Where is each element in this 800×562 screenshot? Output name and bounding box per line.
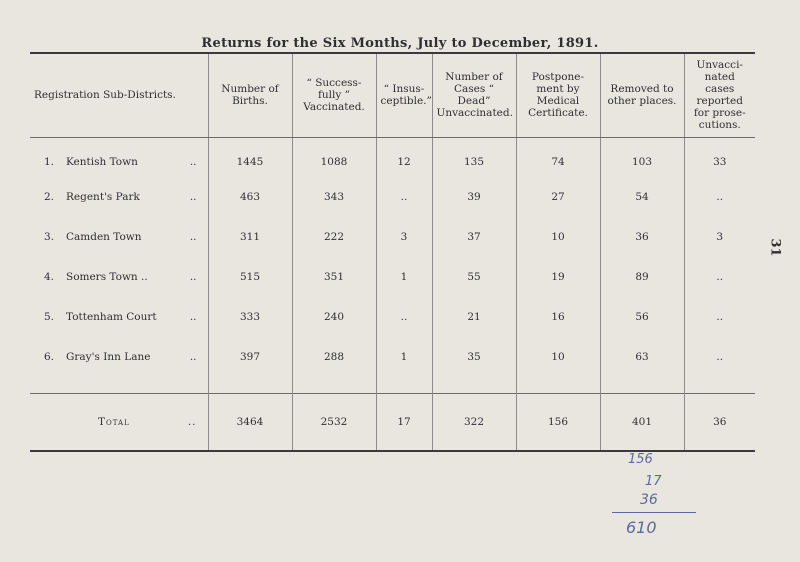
cell-insusceptible: 12 <box>376 137 432 177</box>
cell-dead-unvaccinated: 37 <box>432 217 516 257</box>
cell-removed: 54 <box>600 177 684 217</box>
cell-insusceptible: .. <box>376 177 432 217</box>
total-label: Total <box>98 415 130 428</box>
header-district: Registration Sub-Districts. <box>30 53 208 137</box>
handwritten-note-2: 17 <box>645 474 662 489</box>
cell-vaccinated: 351 <box>292 257 376 297</box>
table-row <box>30 337 755 377</box>
district-name: Gray's Inn Lane <box>66 351 151 363</box>
table-row <box>30 257 755 297</box>
cell-births: 311 <box>208 217 292 257</box>
cell-dead-unvaccinated: 135 <box>432 137 516 177</box>
cell-removed: 56 <box>600 297 684 337</box>
row-number: 1. <box>44 155 55 168</box>
table-row <box>30 297 755 337</box>
leader-dots: .. <box>187 415 197 428</box>
cell-dead-unvaccinated: 55 <box>432 257 516 297</box>
cell-postponement: 10 <box>516 337 600 377</box>
total-births: 3464 <box>208 393 292 451</box>
total-dead-unvaccinated: 322 <box>432 393 516 451</box>
spacer-row <box>30 377 755 393</box>
cell-insusceptible: 1 <box>376 257 432 297</box>
cell-removed: 103 <box>600 137 684 177</box>
cell-postponement: 10 <box>516 217 600 257</box>
district-cell <box>30 257 208 297</box>
district-name: Regent's Park <box>66 191 140 203</box>
total-row <box>30 393 755 451</box>
cell-vaccinated: 343 <box>292 177 376 217</box>
row-number: 5. <box>44 311 55 323</box>
district-name: Kentish Town <box>66 155 138 168</box>
district-cell <box>30 137 208 177</box>
leader-dots: .. <box>189 271 197 283</box>
vaccination-returns-table <box>30 52 755 452</box>
leader-dots: .. <box>189 351 197 363</box>
handwritten-sum: 610 <box>626 518 657 537</box>
header-prosecutions: Unvacci-nated cases reported for prose-cutions. <box>684 53 755 137</box>
cell-insusceptible: .. <box>376 297 432 337</box>
cell-vaccinated: 1088 <box>292 137 376 177</box>
page-number: 31 <box>767 238 783 257</box>
header-dead-unvaccinated: Number of Cases “ Dead” Unvaccinated. <box>432 53 516 137</box>
handwritten-note-3: 36 <box>640 492 658 508</box>
district-cell <box>30 337 208 377</box>
header-insusceptible: “ Insus-ceptible.” <box>376 53 432 137</box>
cell-postponement: 19 <box>516 257 600 297</box>
district-name: Somers Town .. <box>66 271 148 283</box>
total-vaccinated: 2532 <box>292 393 376 451</box>
row-number: 2. <box>44 191 55 203</box>
cell-removed: 89 <box>600 257 684 297</box>
spacer-cell <box>432 377 516 393</box>
cell-dead-unvaccinated: 21 <box>432 297 516 337</box>
cell-prosecutions: 33 <box>713 155 727 168</box>
cell-prosecutions: 3 <box>716 231 724 243</box>
cell-births: 1445 <box>208 137 292 177</box>
spacer-cell <box>376 377 432 393</box>
cell-prosecutions: .. <box>716 191 724 203</box>
row-number: 4. <box>44 271 55 283</box>
header-removed: Removed to other places. <box>600 53 684 137</box>
cell-postponement: 74 <box>516 137 600 177</box>
handwritten-sum-line <box>612 512 696 513</box>
leader-dots: .. <box>189 191 197 203</box>
cell-removed: 36 <box>600 217 684 257</box>
total-removed: 401 <box>600 393 684 451</box>
leader-dots: .. <box>189 155 197 168</box>
total-insusceptible: 17 <box>376 393 432 451</box>
spacer-cell <box>30 377 208 393</box>
cell-insusceptible: 3 <box>376 217 432 257</box>
header-row <box>30 53 755 137</box>
cell-vaccinated: 240 <box>292 297 376 337</box>
district-name: Tottenham Court <box>66 311 157 323</box>
total-postponement: 156 <box>516 393 600 451</box>
table-row <box>30 217 755 257</box>
cell-removed: 63 <box>600 337 684 377</box>
cell-prosecutions: .. <box>716 271 724 283</box>
cell-vaccinated: 288 <box>292 337 376 377</box>
header-postponement: Postpone-ment by Medical Certificate. <box>516 53 600 137</box>
spacer-cell <box>600 377 684 393</box>
cell-prosecutions: .. <box>716 351 724 363</box>
spacer-cell <box>516 377 600 393</box>
cell-vaccinated: 222 <box>292 217 376 257</box>
spacer-cell <box>208 377 292 393</box>
header-births: Number of Births. <box>208 53 292 137</box>
district-cell <box>30 297 208 337</box>
cell-births: 397 <box>208 337 292 377</box>
total-prosecutions: 36 <box>684 393 755 451</box>
cell-dead-unvaccinated: 35 <box>432 337 516 377</box>
cell-births: 333 <box>208 297 292 337</box>
row-number: 3. <box>44 231 55 243</box>
leader-dots: .. <box>189 231 197 243</box>
page-title: Returns for the Six Months, July to December, 1891. <box>201 36 599 51</box>
handwritten-note-1: 156 <box>628 452 653 467</box>
district-cell <box>30 217 208 257</box>
table-row <box>30 137 755 177</box>
cell-postponement: 27 <box>516 177 600 217</box>
total-label-cell <box>30 393 208 451</box>
header-vaccinated: “ Success-fully ” Vaccinated. <box>292 53 376 137</box>
cell-prosecutions: .. <box>716 311 724 323</box>
spacer-cell <box>292 377 376 393</box>
row-number: 6. <box>44 351 55 363</box>
leader-dots: .. <box>189 311 197 323</box>
cell-births: 515 <box>208 257 292 297</box>
spacer-cell <box>684 377 755 393</box>
district-name: Camden Town <box>66 231 142 243</box>
district-cell <box>30 177 208 217</box>
cell-dead-unvaccinated: 39 <box>432 177 516 217</box>
cell-postponement: 16 <box>516 297 600 337</box>
table-row <box>30 177 755 217</box>
cell-births: 463 <box>208 177 292 217</box>
cell-insusceptible: 1 <box>376 337 432 377</box>
